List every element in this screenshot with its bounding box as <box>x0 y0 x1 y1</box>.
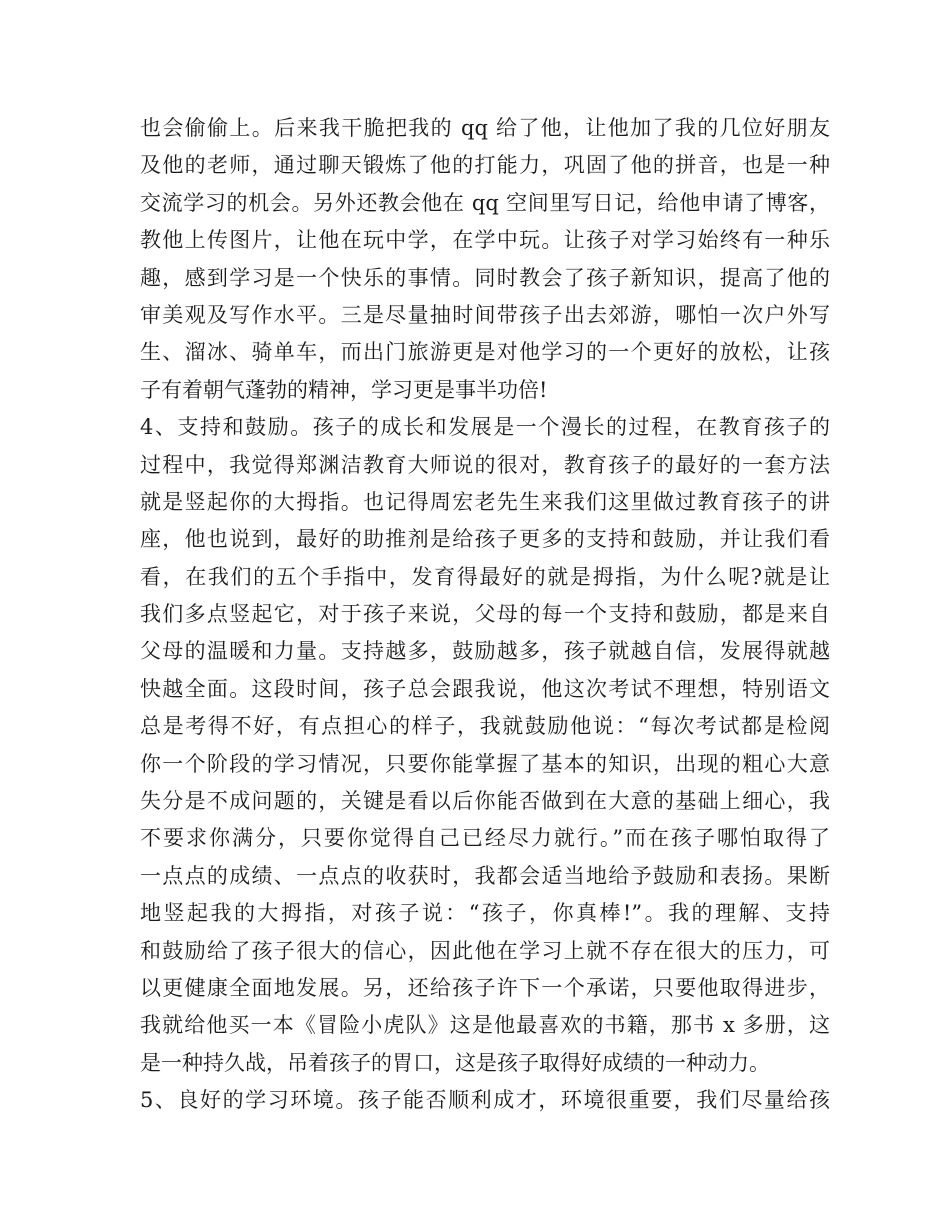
document-body <box>140 110 830 1120</box>
text-line: 就是竖起你的大拇指。也记得周宏老先生来我们这里做过教育孩子的讲 <box>140 489 830 514</box>
text-line: 不要求你满分，只要你觉得自己已经尽力就行。”而在孩子哪怕取得了 <box>140 826 830 851</box>
text-line: 我就给他买一本《冒险小虎队》这是他最喜欢的书籍，那书 x 多册，这 <box>140 1013 830 1038</box>
text-line: 总是考得不好，有点担心的样子，我就鼓励他说：“每次考试都是检阅 <box>140 714 830 739</box>
text-line: 审美观及写作水平。三是尽量抽时间带孩子出去郊游，哪怕一次户外写 <box>140 302 830 327</box>
text-line: 是一种持久战，吊着孩子的胃口，这是孩子取得好成绩的一种动力。 <box>140 1050 770 1075</box>
text-line: 及他的老师，通过聊天锻炼了他的打能力，巩固了他的拼音，也是一种 <box>140 153 830 178</box>
text-line: 生、溜冰、骑单车，而出门旅游更是对他学习的一个更好的放松，让孩 <box>140 340 830 365</box>
text-line: 5、良好的学习环境。孩子能否顺利成才，环境很重要，我们尽量给孩 <box>140 1088 830 1113</box>
text-line: 你一个阶段的学习情况，只要你能掌握了基本的知识，出现的粗心大意 <box>140 751 830 776</box>
text-line: 交流学习的机会。另外还教会他在 qq 空间里写日记，给他申请了博客， <box>140 190 830 215</box>
text-line: 地竖起我的大拇指，对孩子说：“孩子，你真棒!”。我的理解、支持 <box>140 901 830 926</box>
text-line: 教他上传图片，让他在玩中学，在学中玩。让孩子对学习始终有一种乐 <box>140 228 830 253</box>
text-line: 失分是不成问题的，关键是看以后你能否做到在大意的基础上细心，我 <box>140 789 830 814</box>
text-line: 4、支持和鼓励。孩子的成长和发展是一个漫长的过程，在教育孩子的 <box>140 415 830 440</box>
text-line: 子有着朝气蓬勃的精神，学习更是事半功倍! <box>140 377 548 402</box>
text-line: 也会偷偷上。后来我干脆把我的 qq 给了他，让他加了我的几位好朋友 <box>140 116 830 140</box>
text-line: 过程中，我觉得郑渊洁教育大师说的很对，教育孩子的最好的一套方法 <box>140 452 830 477</box>
text-line: 看，在我们的五个手指中，发育得最好的就是拇指，为什么呢?就是让 <box>140 564 830 589</box>
text-line: 一点点的成绩、一点点的收获时，我都会适当地给予鼓励和表扬。果断 <box>140 863 830 888</box>
text-line: 父母的温暖和力量。支持越多，鼓励越多，孩子就越自信，发展得就越 <box>140 639 830 664</box>
text-line: 趣，感到学习是一个快乐的事情。同时教会了孩子新知识，提高了他的 <box>140 265 830 290</box>
text-line: 快越全面。这段时间，孩子总会跟我说，他这次考试不理想，特别语文 <box>140 676 830 701</box>
text-line: 以更健康全面地发展。另，还给孩子许下一个承诺，只要他取得进步， <box>140 975 830 1000</box>
text-line: 和鼓励给了孩子很大的信心，因此他在学习上就不存在很大的压力，可 <box>140 938 830 963</box>
text-line: 座，他也说到，最好的助推剂是给孩子更多的支持和鼓励，并让我们看 <box>140 527 830 552</box>
text-line: 我们多点竖起它，对于孩子来说，父母的每一个支持和鼓励，都是来自 <box>140 602 830 627</box>
